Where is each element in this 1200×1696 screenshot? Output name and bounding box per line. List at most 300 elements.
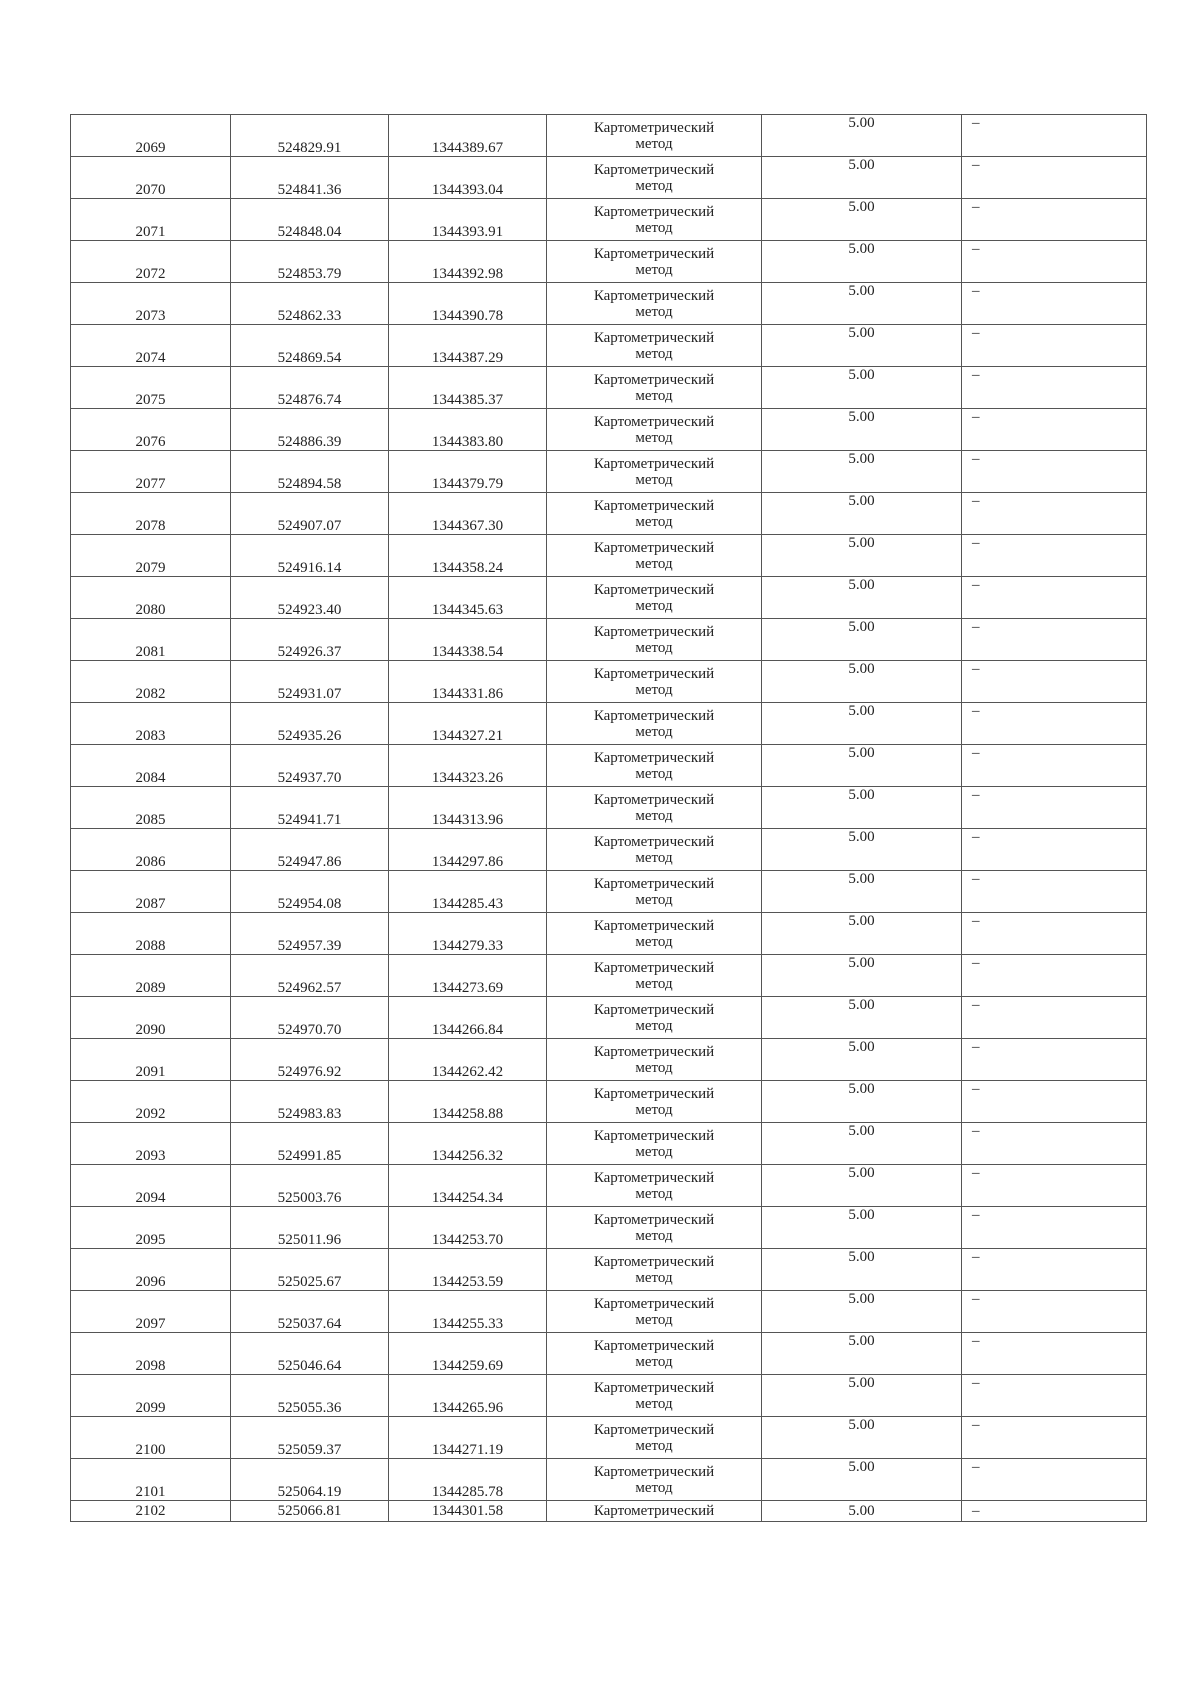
method-text-line: метод xyxy=(635,471,673,488)
x-coordinate-cell: 525066.81 xyxy=(231,1501,389,1522)
point-number-cell: 2080 xyxy=(71,577,231,619)
table-row xyxy=(71,1123,1147,1165)
method-cell xyxy=(547,1333,762,1375)
y-coordinate-cell: 1344255.33 xyxy=(389,1291,547,1333)
point-number-cell: 2091 xyxy=(71,1039,231,1081)
method-text-line: Картометрический xyxy=(593,917,715,934)
method-text-line: Картометрический xyxy=(593,161,715,178)
method-text-line: Картометрический xyxy=(593,707,715,724)
point-number-cell: 2069 xyxy=(71,115,231,157)
table-row xyxy=(71,913,1147,955)
description-cell: – xyxy=(962,829,1147,871)
method-text-line: Картометрический xyxy=(593,371,715,388)
description-cell: – xyxy=(962,409,1147,451)
method-cell xyxy=(547,241,762,283)
method-cell xyxy=(547,913,762,955)
method-text-line: Картометрический xyxy=(593,1463,715,1480)
point-number-cell: 2074 xyxy=(71,325,231,367)
y-coordinate-cell: 1344253.59 xyxy=(389,1249,547,1291)
table-row xyxy=(71,367,1147,409)
accuracy-cell: 5.00 xyxy=(762,367,962,409)
accuracy-cell: 5.00 xyxy=(762,661,962,703)
x-coordinate-cell: 524954.08 xyxy=(231,871,389,913)
accuracy-cell: 5.00 xyxy=(762,787,962,829)
description-cell: – xyxy=(962,913,1147,955)
method-text-line: Картометрический xyxy=(593,329,715,346)
method-cell xyxy=(547,367,762,409)
method-text-line: Картометрический xyxy=(593,497,715,514)
description-cell: – xyxy=(962,283,1147,325)
point-number-cell: 2078 xyxy=(71,493,231,535)
method-cell xyxy=(547,1123,762,1165)
accuracy-cell: 5.00 xyxy=(762,1081,962,1123)
method-text-line: Картометрический xyxy=(593,1211,715,1228)
point-number-cell: 2099 xyxy=(71,1375,231,1417)
accuracy-cell: 5.00 xyxy=(762,1459,962,1501)
y-coordinate-cell: 1344271.19 xyxy=(389,1417,547,1459)
method-text-line: метод xyxy=(635,177,673,194)
method-text-line: метод xyxy=(635,1143,673,1160)
point-number-cell: 2084 xyxy=(71,745,231,787)
method-cell xyxy=(547,1375,762,1417)
method-text-line: метод xyxy=(635,1227,673,1244)
point-number-cell: 2083 xyxy=(71,703,231,745)
table-row xyxy=(71,325,1147,367)
x-coordinate-cell: 525059.37 xyxy=(231,1417,389,1459)
description-cell: – xyxy=(962,661,1147,703)
description-cell: – xyxy=(962,745,1147,787)
method-cell xyxy=(547,157,762,199)
coordinates-table-body xyxy=(71,115,1147,1522)
x-coordinate-cell: 524962.57 xyxy=(231,955,389,997)
table-row xyxy=(71,1207,1147,1249)
method-cell xyxy=(547,1291,762,1333)
method-text-line: метод xyxy=(635,387,673,404)
accuracy-cell: 5.00 xyxy=(762,283,962,325)
accuracy-cell: 5.00 xyxy=(762,241,962,283)
point-number-cell: 2100 xyxy=(71,1417,231,1459)
table-row xyxy=(71,1249,1147,1291)
y-coordinate-cell: 1344273.69 xyxy=(389,955,547,997)
method-text-line: Картометрический xyxy=(593,1253,715,1270)
method-cell xyxy=(547,997,762,1039)
method-text-line: Картометрический xyxy=(593,203,715,220)
y-coordinate-cell: 1344285.43 xyxy=(389,871,547,913)
method-cell xyxy=(547,535,762,577)
x-coordinate-cell: 525064.19 xyxy=(231,1459,389,1501)
method-text-line: метод xyxy=(635,723,673,740)
method-text-line: метод xyxy=(635,975,673,992)
accuracy-cell: 5.00 xyxy=(762,157,962,199)
x-coordinate-cell: 525055.36 xyxy=(231,1375,389,1417)
method-cell xyxy=(547,829,762,871)
method-cell xyxy=(547,1207,762,1249)
method-text-line: метод xyxy=(635,555,673,572)
method-text-line: метод xyxy=(635,807,673,824)
point-number-cell: 2070 xyxy=(71,157,231,199)
point-number-cell: 2088 xyxy=(71,913,231,955)
description-cell: – xyxy=(962,1207,1147,1249)
method-cell xyxy=(547,1081,762,1123)
method-cell xyxy=(547,1459,762,1501)
x-coordinate-cell: 524976.92 xyxy=(231,1039,389,1081)
method-text-line: Картометрический xyxy=(593,1085,715,1102)
description-cell: – xyxy=(962,1333,1147,1375)
method-cell xyxy=(547,409,762,451)
method-text-line: Картометрический xyxy=(593,455,715,472)
method-cell xyxy=(547,1039,762,1081)
description-cell: – xyxy=(962,955,1147,997)
method-text-line: Картометрический xyxy=(593,1043,715,1060)
method-text-line: метод xyxy=(635,303,673,320)
method-text-line: метод xyxy=(635,891,673,908)
description-cell: – xyxy=(962,1123,1147,1165)
method-text-line: Картометрический xyxy=(593,1503,715,1519)
accuracy-cell: 5.00 xyxy=(762,1207,962,1249)
accuracy-cell: 5.00 xyxy=(762,619,962,661)
method-text-line: Картометрический xyxy=(593,539,715,556)
method-text-line: метод xyxy=(635,1269,673,1286)
x-coordinate-cell: 524991.85 xyxy=(231,1123,389,1165)
y-coordinate-cell: 1344253.70 xyxy=(389,1207,547,1249)
method-text-line: Картометрический xyxy=(593,1379,715,1396)
method-text-line: Картометрический xyxy=(593,959,715,976)
method-text-line: Картометрический xyxy=(593,665,715,682)
point-number-cell: 2082 xyxy=(71,661,231,703)
table-row xyxy=(71,409,1147,451)
table-row xyxy=(71,787,1147,829)
method-cell xyxy=(547,661,762,703)
method-text-line: метод xyxy=(635,513,673,530)
x-coordinate-cell: 524907.07 xyxy=(231,493,389,535)
point-number-cell: 2095 xyxy=(71,1207,231,1249)
table-row xyxy=(71,493,1147,535)
method-text-line: Картометрический xyxy=(593,1295,715,1312)
accuracy-cell: 5.00 xyxy=(762,325,962,367)
y-coordinate-cell: 1344256.32 xyxy=(389,1123,547,1165)
table-row xyxy=(71,619,1147,661)
method-text-line: Картометрический xyxy=(593,749,715,766)
table-row xyxy=(71,1333,1147,1375)
y-coordinate-cell: 1344254.34 xyxy=(389,1165,547,1207)
description-cell: – xyxy=(962,493,1147,535)
table-row xyxy=(71,451,1147,493)
y-coordinate-cell: 1344379.79 xyxy=(389,451,547,493)
point-number-cell: 2092 xyxy=(71,1081,231,1123)
x-coordinate-cell: 524853.79 xyxy=(231,241,389,283)
table-row xyxy=(71,1417,1147,1459)
y-coordinate-cell: 1344393.91 xyxy=(389,199,547,241)
point-number-cell: 2101 xyxy=(71,1459,231,1501)
x-coordinate-cell: 524886.39 xyxy=(231,409,389,451)
x-coordinate-cell: 524931.07 xyxy=(231,661,389,703)
method-text-line: метод xyxy=(635,1017,673,1034)
table-row xyxy=(71,283,1147,325)
description-cell: – xyxy=(962,1165,1147,1207)
y-coordinate-cell: 1344390.78 xyxy=(389,283,547,325)
method-text-line: метод xyxy=(635,1437,673,1454)
x-coordinate-cell: 524848.04 xyxy=(231,199,389,241)
point-number-cell: 2098 xyxy=(71,1333,231,1375)
method-text-line: Картометрический xyxy=(593,287,715,304)
accuracy-cell: 5.00 xyxy=(762,1375,962,1417)
method-text-line: метод xyxy=(635,261,673,278)
accuracy-cell: 5.00 xyxy=(762,493,962,535)
method-text-line: Картометрический xyxy=(593,833,715,850)
x-coordinate-cell: 524916.14 xyxy=(231,535,389,577)
accuracy-cell: 5.00 xyxy=(762,115,962,157)
description-cell: – xyxy=(962,367,1147,409)
method-text-line: метод xyxy=(635,345,673,362)
accuracy-cell: 5.00 xyxy=(762,871,962,913)
method-cell xyxy=(547,325,762,367)
method-cell xyxy=(547,787,762,829)
point-number-cell: 2077 xyxy=(71,451,231,493)
table-row xyxy=(71,115,1147,157)
method-text-line: метод xyxy=(635,597,673,614)
point-number-cell: 2071 xyxy=(71,199,231,241)
accuracy-cell: 5.00 xyxy=(762,1291,962,1333)
y-coordinate-cell: 1344367.30 xyxy=(389,493,547,535)
method-text-line: метод xyxy=(635,1185,673,1202)
y-coordinate-cell: 1344285.78 xyxy=(389,1459,547,1501)
method-text-line: Картометрический xyxy=(593,1127,715,1144)
description-cell: – xyxy=(962,325,1147,367)
y-coordinate-cell: 1344392.98 xyxy=(389,241,547,283)
accuracy-cell: 5.00 xyxy=(762,703,962,745)
point-number-cell: 2086 xyxy=(71,829,231,871)
point-number-cell: 2072 xyxy=(71,241,231,283)
method-text-line: метод xyxy=(635,933,673,950)
table-row xyxy=(71,745,1147,787)
table-row xyxy=(71,955,1147,997)
method-cell xyxy=(547,955,762,997)
table-row xyxy=(71,829,1147,871)
method-text-line: метод xyxy=(635,1353,673,1370)
x-coordinate-cell: 524923.40 xyxy=(231,577,389,619)
table-row xyxy=(71,577,1147,619)
y-coordinate-cell: 1344338.54 xyxy=(389,619,547,661)
method-text-line: Картометрический xyxy=(593,1421,715,1438)
method-text-line: метод xyxy=(635,1395,673,1412)
coordinates-table xyxy=(70,114,1147,1522)
accuracy-cell: 5.00 xyxy=(762,913,962,955)
description-cell: – xyxy=(962,1375,1147,1417)
description-cell: – xyxy=(962,577,1147,619)
description-cell: – xyxy=(962,157,1147,199)
y-coordinate-cell: 1344385.37 xyxy=(389,367,547,409)
method-cell xyxy=(547,619,762,661)
description-cell: – xyxy=(962,871,1147,913)
x-coordinate-cell: 524829.91 xyxy=(231,115,389,157)
table-row xyxy=(71,871,1147,913)
x-coordinate-cell: 525011.96 xyxy=(231,1207,389,1249)
method-cell xyxy=(547,703,762,745)
x-coordinate-cell: 524862.33 xyxy=(231,283,389,325)
method-cell xyxy=(547,199,762,241)
y-coordinate-cell: 1344393.04 xyxy=(389,157,547,199)
x-coordinate-cell: 524970.70 xyxy=(231,997,389,1039)
y-coordinate-cell: 1344345.63 xyxy=(389,577,547,619)
method-text-line: метод xyxy=(635,1311,673,1328)
accuracy-cell: 5.00 xyxy=(762,997,962,1039)
x-coordinate-cell: 524894.58 xyxy=(231,451,389,493)
y-coordinate-cell: 1344258.88 xyxy=(389,1081,547,1123)
x-coordinate-cell: 524957.39 xyxy=(231,913,389,955)
description-cell: – xyxy=(962,1291,1147,1333)
point-number-cell: 2085 xyxy=(71,787,231,829)
x-coordinate-cell: 524983.83 xyxy=(231,1081,389,1123)
table-row xyxy=(71,1459,1147,1501)
y-coordinate-cell: 1344301.58 xyxy=(389,1501,547,1522)
table-row xyxy=(71,1039,1147,1081)
method-text-line: метод xyxy=(635,639,673,656)
method-text-line: Картометрический xyxy=(593,1001,715,1018)
accuracy-cell: 5.00 xyxy=(762,1417,962,1459)
method-text-line: Картометрический xyxy=(593,875,715,892)
y-coordinate-cell: 1344383.80 xyxy=(389,409,547,451)
accuracy-cell: 5.00 xyxy=(762,829,962,871)
method-text-line: Картометрический xyxy=(593,581,715,598)
table-row xyxy=(71,1501,1147,1522)
x-coordinate-cell: 525025.67 xyxy=(231,1249,389,1291)
table-row xyxy=(71,199,1147,241)
x-coordinate-cell: 525046.64 xyxy=(231,1333,389,1375)
y-coordinate-cell: 1344323.26 xyxy=(389,745,547,787)
accuracy-cell: 5.00 xyxy=(762,1333,962,1375)
description-cell: – xyxy=(962,619,1147,661)
y-coordinate-cell: 1344387.29 xyxy=(389,325,547,367)
y-coordinate-cell: 1344266.84 xyxy=(389,997,547,1039)
method-text-line: Картометрический xyxy=(593,119,715,136)
method-text-line: Картометрический xyxy=(593,791,715,808)
y-coordinate-cell: 1344265.96 xyxy=(389,1375,547,1417)
description-cell: – xyxy=(962,1081,1147,1123)
y-coordinate-cell: 1344313.96 xyxy=(389,787,547,829)
accuracy-cell: 5.00 xyxy=(762,955,962,997)
description-cell: – xyxy=(962,451,1147,493)
accuracy-cell: 5.00 xyxy=(762,1165,962,1207)
table-row xyxy=(71,535,1147,577)
method-text-line: метод xyxy=(635,681,673,698)
x-coordinate-cell: 524876.74 xyxy=(231,367,389,409)
description-cell: – xyxy=(962,1039,1147,1081)
point-number-cell: 2089 xyxy=(71,955,231,997)
y-coordinate-cell: 1344279.33 xyxy=(389,913,547,955)
method-cell xyxy=(547,1249,762,1291)
y-coordinate-cell: 1344358.24 xyxy=(389,535,547,577)
point-number-cell: 2073 xyxy=(71,283,231,325)
method-text-line: Картометрический xyxy=(593,413,715,430)
x-coordinate-cell: 524869.54 xyxy=(231,325,389,367)
table-row xyxy=(71,241,1147,283)
description-cell: – xyxy=(962,199,1147,241)
method-cell xyxy=(547,577,762,619)
x-coordinate-cell: 525037.64 xyxy=(231,1291,389,1333)
table-row xyxy=(71,1165,1147,1207)
accuracy-cell: 5.00 xyxy=(762,577,962,619)
table-row xyxy=(71,661,1147,703)
description-cell: – xyxy=(962,241,1147,283)
accuracy-cell: 5.00 xyxy=(762,1039,962,1081)
point-number-cell: 2094 xyxy=(71,1165,231,1207)
y-coordinate-cell: 1344389.67 xyxy=(389,115,547,157)
point-number-cell: 2096 xyxy=(71,1249,231,1291)
description-cell: – xyxy=(962,535,1147,577)
method-text-line: метод xyxy=(635,219,673,236)
y-coordinate-cell: 1344259.69 xyxy=(389,1333,547,1375)
method-cell xyxy=(547,493,762,535)
description-cell: – xyxy=(962,787,1147,829)
method-cell xyxy=(547,1501,762,1522)
x-coordinate-cell: 525003.76 xyxy=(231,1165,389,1207)
point-number-cell: 2097 xyxy=(71,1291,231,1333)
method-text-line: метод xyxy=(635,1059,673,1076)
method-cell xyxy=(547,451,762,493)
point-number-cell: 2081 xyxy=(71,619,231,661)
description-cell: – xyxy=(962,997,1147,1039)
description-cell: – xyxy=(962,1417,1147,1459)
point-number-cell: 2090 xyxy=(71,997,231,1039)
accuracy-cell: 5.00 xyxy=(762,535,962,577)
accuracy-cell: 5.00 xyxy=(762,451,962,493)
accuracy-cell: 5.00 xyxy=(762,1249,962,1291)
method-cell xyxy=(547,1165,762,1207)
method-text-line: метод xyxy=(635,765,673,782)
method-cell xyxy=(547,1417,762,1459)
accuracy-cell: 5.00 xyxy=(762,1501,962,1522)
description-cell: – xyxy=(962,1459,1147,1501)
method-text-line: Картометрический xyxy=(593,1337,715,1354)
method-text-line: метод xyxy=(635,1479,673,1496)
y-coordinate-cell: 1344297.86 xyxy=(389,829,547,871)
x-coordinate-cell: 524935.26 xyxy=(231,703,389,745)
method-text-line: Картометрический xyxy=(593,1169,715,1186)
method-cell xyxy=(547,283,762,325)
table-row xyxy=(71,1291,1147,1333)
point-number-cell: 2076 xyxy=(71,409,231,451)
x-coordinate-cell: 524941.71 xyxy=(231,787,389,829)
table-row xyxy=(71,157,1147,199)
description-cell: – xyxy=(962,703,1147,745)
accuracy-cell: 5.00 xyxy=(762,745,962,787)
point-number-cell: 2093 xyxy=(71,1123,231,1165)
x-coordinate-cell: 524926.37 xyxy=(231,619,389,661)
accuracy-cell: 5.00 xyxy=(762,199,962,241)
point-number-cell: 2079 xyxy=(71,535,231,577)
accuracy-cell: 5.00 xyxy=(762,409,962,451)
method-text-line: метод xyxy=(635,135,673,152)
description-cell: – xyxy=(962,1249,1147,1291)
point-number-cell: 2102 xyxy=(71,1501,231,1522)
method-text-line: Картометрический xyxy=(593,623,715,640)
description-cell: – xyxy=(962,115,1147,157)
point-number-cell: 2075 xyxy=(71,367,231,409)
point-number-cell: 2087 xyxy=(71,871,231,913)
table-row xyxy=(71,703,1147,745)
method-text-line: метод xyxy=(635,429,673,446)
y-coordinate-cell: 1344327.21 xyxy=(389,703,547,745)
x-coordinate-cell: 524947.86 xyxy=(231,829,389,871)
method-cell xyxy=(547,115,762,157)
y-coordinate-cell: 1344262.42 xyxy=(389,1039,547,1081)
table-row xyxy=(71,1081,1147,1123)
description-cell: – xyxy=(962,1501,1147,1522)
table-row xyxy=(71,1375,1147,1417)
method-cell xyxy=(547,871,762,913)
x-coordinate-cell: 524841.36 xyxy=(231,157,389,199)
accuracy-cell: 5.00 xyxy=(762,1123,962,1165)
